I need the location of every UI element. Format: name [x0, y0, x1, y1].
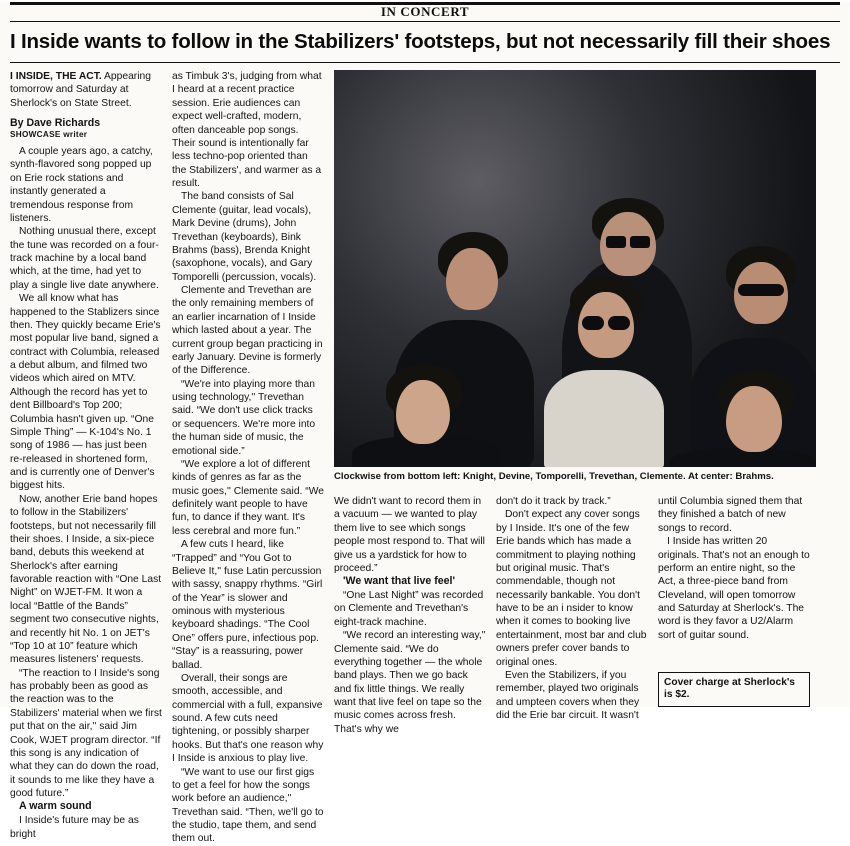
column-one — [10, 70, 162, 840]
column-two — [172, 70, 324, 845]
paragraph: “We want to use our first gigs to get a feel for how the songs work before an audience,'' Trevethan said. “Then, we'll go to the studio, tape them, and send them out. — [172, 766, 324, 845]
byline-role: SHOWCASE writer — [10, 130, 88, 140]
lede-paragraph — [10, 70, 162, 110]
paragraph: We all know what has happened to the Stablizers since then. They quickly became Erie's most popular live band, signed a contract with Columbia, released a debut album, and filmed two videos which aired on MTV. Although the record has yet to dent Billboard's Top 200; Columbia hasn't given up. “One Simple Thing” — K-104's No. 1 song of 1986 — has just been re-released in shortened form, and is currently one of Denver's biggest hits. — [10, 293, 161, 492]
glasses-right — [608, 316, 630, 330]
paragraph: Overall, their songs are smooth, accessible, and commercial with a full, expansive sound. A few cuts need tightening, or possibly sharper hooks. But that's one reason why I Inside is anxious to play live. — [172, 672, 324, 765]
byline-author: By Dave Richards — [10, 117, 101, 130]
face-shape — [446, 248, 498, 310]
paragraph: The band consists of Sal Clemente (guitar, lead vocals), Mark Devine (drums), John Trevethan (keyboards), Bink Brahms (bass), Brenda Knight (saxophone, vocals), and Gary Tomporelli (percussion, vocals). — [172, 191, 317, 283]
section-title: IN CONCERT — [380, 4, 470, 19]
paragraph: Even the Stabilizers, if you remember, played two originals and umpteen covers when they did the Erie bar circuit. It wasn't — [496, 669, 640, 721]
paragraph: “We explore a lot of different kinds of genres as far as the music goes,'' Clemente said. “We definitely want people to have fun, to dance if they want. It's less cerebral and more fun.” — [172, 458, 324, 537]
cover-charge-box: Cover charge at Sherlock's is $2. — [658, 672, 810, 708]
paragraph: Now, another Erie band hopes to follow in the Stabilizers' footsteps, but not necessarily fill their shoes. I Inside, a six-piece band, debuts this weekend at Sherlock's after earning favorable reaction with “One Last Night” on WJET-FM. It won a local “Battle of the Bands” segment two consecutive nights, and recently hit No. 1 on JET's “Top 10 at 10” feature which measures listeners' requests. — [10, 493, 162, 666]
column-three-bottom — [334, 495, 486, 735]
subheading: A warm sound — [19, 800, 92, 813]
column-four-bottom — [496, 495, 648, 721]
bottom-spacer-two — [172, 495, 324, 707]
lede-rest: Appearing tomorrow and Saturday at Sherlock's on State Street. — [10, 71, 151, 109]
paragraph: I Inside's future may be as bright — [10, 815, 139, 840]
paragraph: Nothing unusual there, except the tune was recorded on a four-track machine by a local band which, at the time, had yet to play a single live date anywhere. — [10, 226, 159, 291]
glasses-left — [582, 316, 604, 330]
glasses-left — [606, 236, 626, 248]
paragraph: until Columbia signed them that they finished a batch of new songs to record. — [658, 496, 803, 534]
paragraph: don't do it track by track.” — [496, 496, 611, 507]
paragraph: A couple years ago, a catchy, synth-flavored song popped up on Erie rock stations and instantly generated a tremendous response from listeners. — [10, 146, 153, 224]
paragraph: Don't expect any cover songs by I Inside. It's one of the few Erie bands which has made a commitment to playing nothing but original music. That's commendable, though not necessarily bankable. You don't have to be an i nsider to know when it comes to booking live entertainment, most bar and club owners prefer cover bands to original ones. — [496, 509, 647, 668]
paragraph: “One Last Night” was recorded on Clemente and Trevethan's eight-track machine. — [334, 590, 484, 628]
paragraph: “We're into playing more than using technology,'' Trevethan said. “We don't use click tracks or sequencers. We're more into the human side of music, the emotional side.” — [172, 378, 316, 457]
face-shape — [396, 380, 450, 444]
bottom-spacer-one — [10, 495, 162, 707]
sunglasses — [738, 284, 784, 296]
face-shape — [726, 386, 782, 452]
glasses-right — [630, 236, 650, 248]
silhouette-body — [544, 370, 664, 467]
lede-bold: I INSIDE, THE ACT. — [10, 71, 102, 82]
page-headline: I Inside wants to follow in the Stabilizers' footsteps, but not necessarily fill their shoes — [10, 30, 831, 53]
paragraph: I Inside has written 20 originals. That's not an enough to perform an entire night, so the Act, a three-piece band from Cleveland, will open tomorrow and Saturday at Sherlock's. The word is they favor a U2/Alarm sort of guitar sound. — [658, 536, 810, 641]
headline-divider — [10, 62, 840, 63]
subheading: 'We want that live feel' — [343, 575, 455, 588]
band-photo — [334, 70, 816, 467]
photo-block — [334, 70, 816, 488]
paragraph: as Timbuk 3's, judging from what I heard at a recent practice session. Erie audiences can expect well-crafted, modern, often danceable pop songs. Their sound is intentionally far less techno-pop oriented than the Stabilizers', and warmer as a result. — [172, 71, 322, 189]
paragraph: “We record an interesting way,'' Clemente said. “We do everything together — the whole band plays. Then we go back and fix little things. We really want that live feel on tape so the music comes across fresh. That's why we — [334, 630, 486, 735]
newspaper-page — [0, 2, 850, 845]
masthead — [10, 2, 840, 22]
photo-caption: Clockwise from bottom left: Knight, Devine, Tomporelli, Trevethan, Clemente. At center: Brahms. — [334, 471, 774, 482]
paragraph: We didn't want to record them in a vacuum — we wanted to play them live to see which songs people most respond to. That will give us a yardstick for how to proceed.” — [334, 496, 485, 574]
paragraph: Clemente and Trevethan are the only remaining members of an earlier incarnation of I Inside which lasted about a year. The current group began practicing in early January. Devine is formerly of the Difference. — [172, 285, 323, 377]
column-five-bottom — [658, 495, 810, 707]
paragraph: A few cuts I heard, like “Trapped” and “You Got to Believe It,'' fuse Latin percussion with sassy, snappy rhythms. “Girl of the Year” is slower and ominous with mysterious keyboard shadings. “The Cool One” offers pure, infectious pop. “Stay” is a reassuring, power ballad. — [172, 539, 323, 671]
paragraph: “The reaction to I Inside's song has probably been as good as the reaction was to the Stabilizers' material when we first put that on the air,'' said Jim Cook, WJET program director. “If this song is any indication of what they can do down the road, it sounds to me like they have a good future.” — [10, 667, 162, 800]
